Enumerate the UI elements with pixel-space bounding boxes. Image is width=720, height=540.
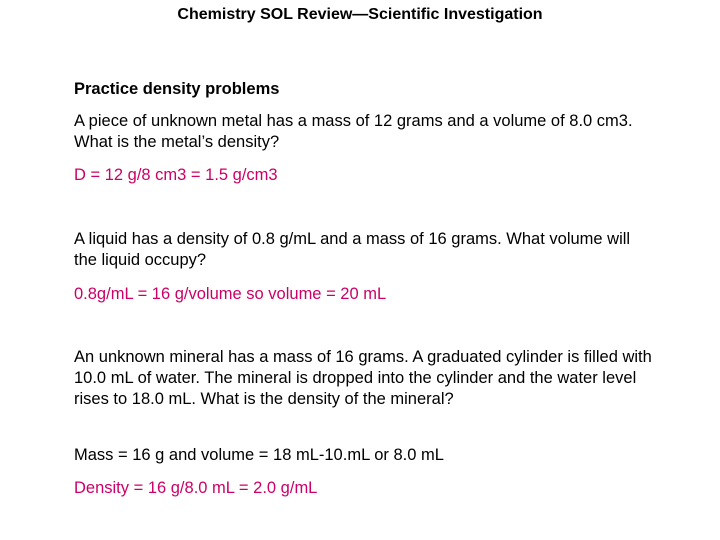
problem-2-question: A liquid has a density of 0.8 g/mL and a mass of 16 grams. What volume will the liquid occupy? — [74, 230, 631, 269]
problem-3-work: Mass = 16 g and volume = 18 mL-10.mL or 8.0 mL — [74, 446, 444, 464]
problem-3-question: An unknown mineral has a mass of 16 grams. A graduated cylinder is filled with 10.0 mL of water. The mineral is dropped into the cylinder and the water level rises to 18.0 mL. What is the density of the mineral? — [74, 348, 652, 408]
problem-3-answer: Density = 16 g/8.0 mL = 2.0 g/mL — [74, 479, 318, 497]
section-heading: Practice density problems — [74, 80, 280, 98]
page-title: Chemistry SOL Review—Scientific Investigation — [177, 6, 543, 23]
problem-1-answer: D = 12 g/8 cm3 = 1.5 g/cm3 — [74, 166, 278, 184]
problem-1-question: A piece of unknown metal has a mass of 12 grams and a volume of 8.0 cm3. What is the metal’s density? — [74, 112, 633, 151]
problem-2-answer: 0.8g/mL = 16 g/volume so volume = 20 mL — [74, 285, 387, 303]
